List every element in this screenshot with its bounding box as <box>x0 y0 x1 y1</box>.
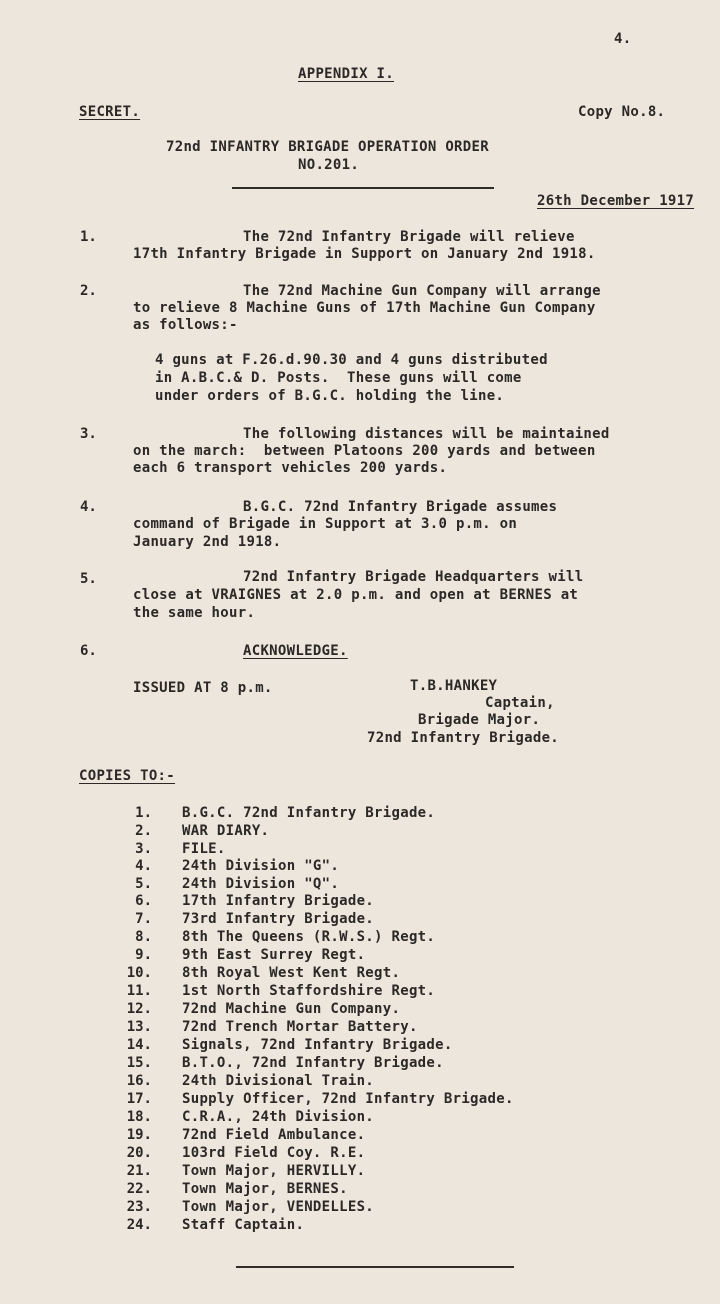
copy-item-recipient: 8th The Queens (R.W.S.) Regt. <box>182 929 436 945</box>
paragraph-4-number: 4. <box>80 499 97 515</box>
paragraph-5-line: close at VRAIGNES at 2.0 p.m. and open at BERNES at <box>133 587 579 603</box>
paragraph-4-line: command of Brigade in Support at 3.0 p.m. on <box>133 516 518 532</box>
paragraph-3-number: 3. <box>80 426 97 442</box>
copy-item-recipient: 72nd Machine Gun Company. <box>182 1001 401 1017</box>
acknowledge-line: ACKNOWLEDGE. <box>243 643 348 659</box>
copy-item-number: 3. <box>135 841 152 857</box>
copy-item-number: 6. <box>135 893 152 909</box>
copy-item-number: 4. <box>135 858 152 874</box>
paragraph-1-number: 1. <box>80 229 97 245</box>
copy-item-recipient: FILE. <box>182 841 226 857</box>
signatory-rank: Captain, <box>485 695 555 711</box>
order-number: NO.201. <box>298 157 360 173</box>
copy-item-recipient: 17th Infantry Brigade. <box>182 893 375 909</box>
copy-item-number: 23. <box>126 1199 152 1215</box>
paragraph-4-line: B.G.C. 72nd Infantry Brigade assumes <box>243 499 558 515</box>
copies-heading: COPIES TO:- <box>79 768 176 784</box>
order-date: 26th December 1917 <box>537 193 695 209</box>
copy-item-number: 11. <box>126 983 152 999</box>
copy-item-recipient: 73rd Infantry Brigade. <box>182 911 375 927</box>
copy-item-number: 12. <box>126 1001 152 1017</box>
paragraph-2-line: The 72nd Machine Gun Company will arrange <box>243 283 601 299</box>
paragraph-5-line: 72nd Infantry Brigade Headquarters will <box>243 569 584 585</box>
copy-item-recipient: C.R.A., 24th Division. <box>182 1109 375 1125</box>
title-divider <box>232 187 494 189</box>
copy-item-recipient: 72nd Field Ambulance. <box>182 1127 366 1143</box>
copy-item-recipient: 24th Division "Q". <box>182 876 340 892</box>
copy-item-recipient: 24th Division "G". <box>182 858 340 874</box>
copy-item-number: 14. <box>126 1037 152 1053</box>
copy-item-number: 17. <box>126 1091 152 1107</box>
paragraph-3-line: each 6 transport vehicles 200 yards. <box>133 460 448 476</box>
signatory-unit: 72nd Infantry Brigade. <box>367 730 560 746</box>
paragraph-2-detail-line: 4 guns at F.26.d.90.30 and 4 guns distributed <box>155 352 548 368</box>
copy-item-recipient: Staff Captain. <box>182 1217 305 1233</box>
paragraph-4-line: January 2nd 1918. <box>133 534 282 550</box>
paragraph-5-number: 5. <box>80 571 97 587</box>
copy-item-number: 5. <box>135 876 152 892</box>
copy-item-recipient: 103rd Field Coy. R.E. <box>182 1145 366 1161</box>
copy-item-number: 13. <box>126 1019 152 1035</box>
copy-item-number: 7. <box>135 911 152 927</box>
copy-item-number: 15. <box>126 1055 152 1071</box>
copy-item-recipient: Supply Officer, 72nd Infantry Brigade. <box>182 1091 514 1107</box>
issued-time: ISSUED AT 8 p.m. <box>133 680 273 696</box>
paragraph-5-line: the same hour. <box>133 605 256 621</box>
copy-item-number: 10. <box>126 965 152 981</box>
copy-item-number: 9. <box>135 947 152 963</box>
paragraph-3-line: on the march: between Platoons 200 yards and between <box>133 443 596 459</box>
classification-label: SECRET. <box>79 104 141 120</box>
order-title: 72nd INFANTRY BRIGADE OPERATION ORDER <box>166 139 489 155</box>
appendix-heading: APPENDIX I. <box>298 66 395 82</box>
paragraph-2-line: as follows:- <box>133 317 238 333</box>
copy-item-recipient: 24th Divisional Train. <box>182 1073 375 1089</box>
copy-item-number: 21. <box>126 1163 152 1179</box>
copy-item-recipient: 9th East Surrey Regt. <box>182 947 366 963</box>
signatory-role: Brigade Major. <box>418 712 541 728</box>
copy-item-number: 8. <box>135 929 152 945</box>
copy-item-number: 16. <box>126 1073 152 1089</box>
paragraph-2-line: to relieve 8 Machine Guns of 17th Machine Gun Company <box>133 300 596 316</box>
paragraph-2-detail-line: in A.B.C.& D. Posts. These guns will come <box>155 370 522 386</box>
copy-item-recipient: B.T.O., 72nd Infantry Brigade. <box>182 1055 444 1071</box>
page-number: 4. <box>614 31 632 47</box>
paragraph-2-number: 2. <box>80 283 97 299</box>
copy-item-recipient: WAR DIARY. <box>182 823 270 839</box>
paragraph-1-line: The 72nd Infantry Brigade will relieve <box>243 229 575 245</box>
paragraph-2-detail-line: under orders of B.G.C. holding the line. <box>155 388 505 404</box>
copy-item-number: 19. <box>126 1127 152 1143</box>
copy-item-recipient: Town Major, BERNES. <box>182 1181 348 1197</box>
paragraph-1-line: 17th Infantry Brigade in Support on January 2nd 1918. <box>133 246 596 262</box>
copy-item-recipient: B.G.C. 72nd Infantry Brigade. <box>182 805 436 821</box>
copy-item-recipient: 8th Royal West Kent Regt. <box>182 965 401 981</box>
copy-item-number: 24. <box>126 1217 152 1233</box>
signatory-name: T.B.HANKEY <box>410 678 498 694</box>
footer-divider <box>236 1266 514 1268</box>
copy-item-number: 18. <box>126 1109 152 1125</box>
copy-item-recipient: Town Major, VENDELLES. <box>182 1199 375 1215</box>
copy-item-number: 20. <box>126 1145 152 1161</box>
copy-number: Copy No.8. <box>578 104 666 120</box>
copy-item-recipient: Town Major, HERVILLY. <box>182 1163 366 1179</box>
copy-item-number: 1. <box>135 805 152 821</box>
paragraph-3-line: The following distances will be maintained <box>243 426 610 442</box>
copy-item-recipient: 1st North Staffordshire Regt. <box>182 983 436 999</box>
paragraph-6-number: 6. <box>80 643 97 659</box>
copy-item-number: 2. <box>135 823 152 839</box>
copy-item-recipient: 72nd Trench Mortar Battery. <box>182 1019 418 1035</box>
copy-item-number: 22. <box>126 1181 152 1197</box>
copy-item-recipient: Signals, 72nd Infantry Brigade. <box>182 1037 453 1053</box>
